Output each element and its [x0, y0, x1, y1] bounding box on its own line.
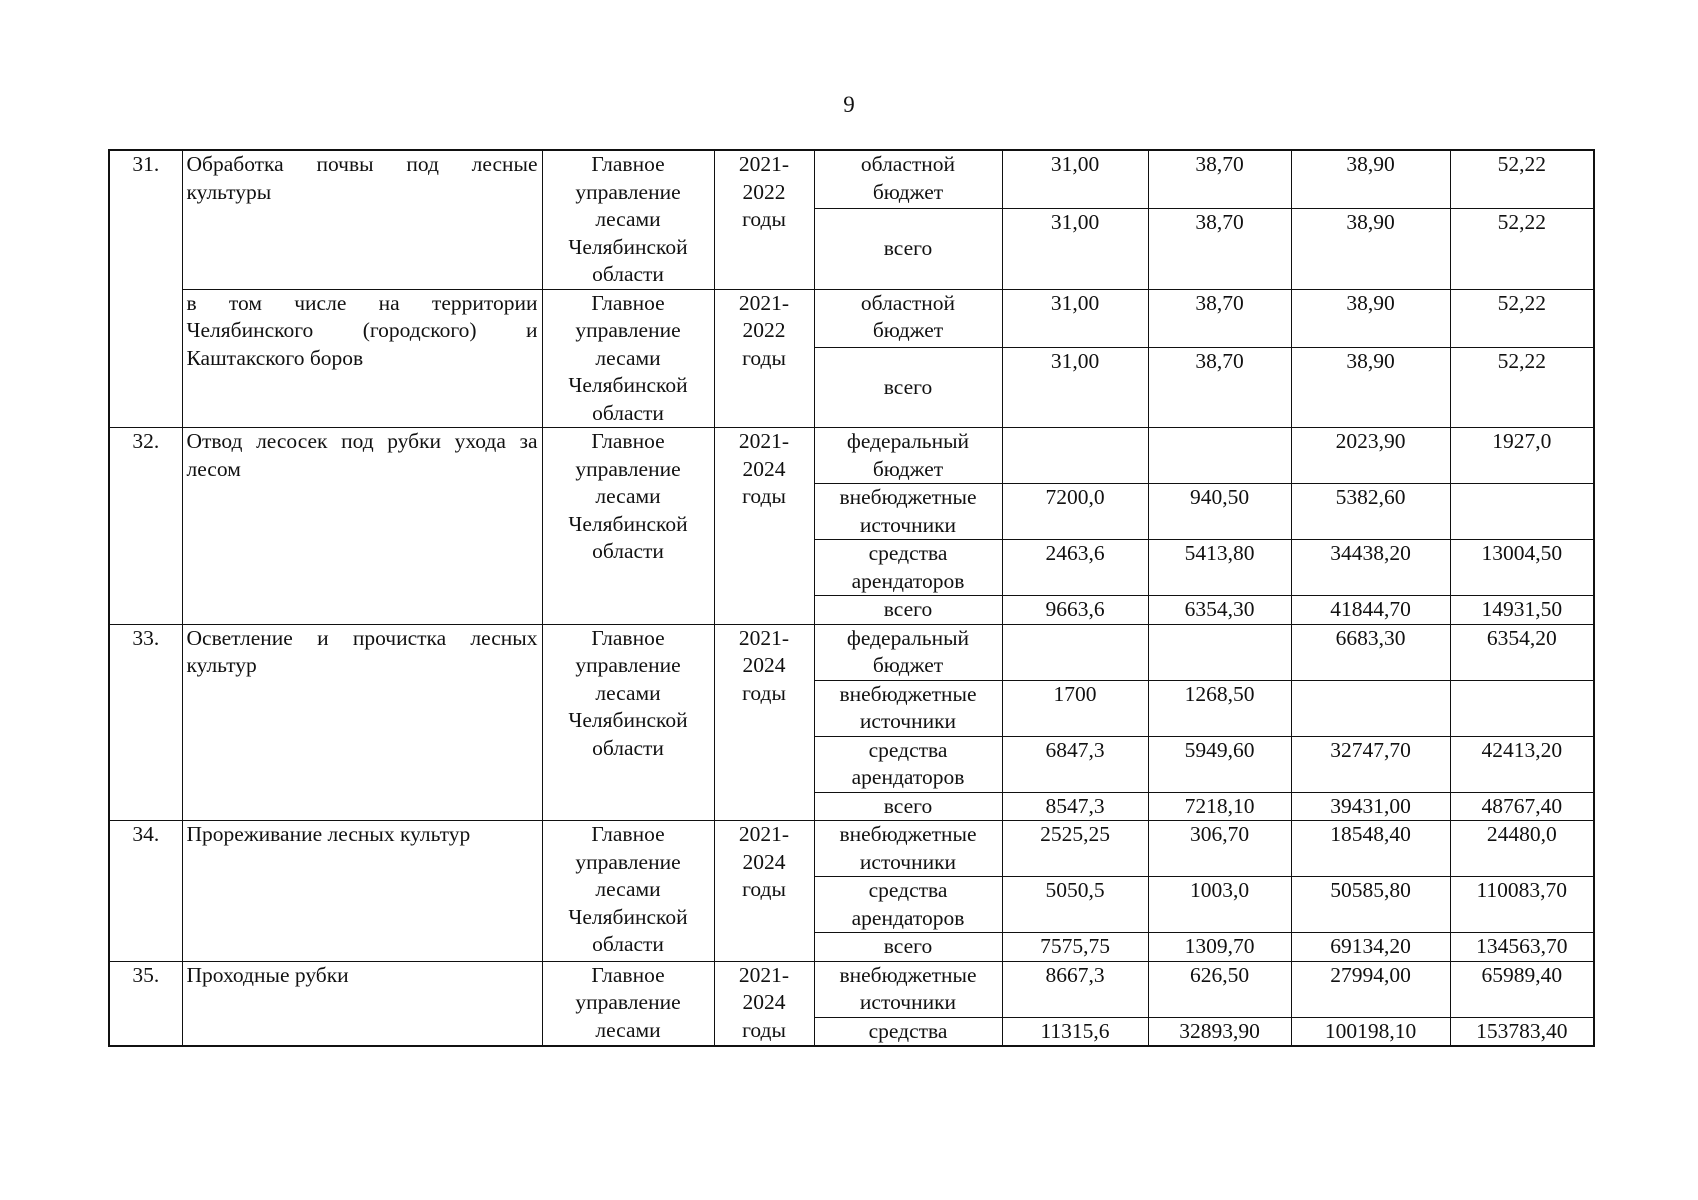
table-row	[109, 624, 1594, 680]
amount-cell: 52,22	[1450, 150, 1594, 209]
amount-cell: 110083,70	[1450, 877, 1594, 933]
funding-source-line: областной	[860, 290, 956, 315]
executor-line: лесами	[595, 1017, 661, 1042]
funding-source-line: арендаторов	[851, 568, 965, 593]
executor-line: управление	[575, 653, 681, 677]
activity-name: Прореживание лесных культур	[182, 821, 542, 962]
executor-line: лесами	[595, 345, 661, 370]
executor-line: области	[592, 735, 664, 760]
period-line: 2022	[742, 318, 786, 342]
amount-cell: 6847,3	[1002, 736, 1148, 792]
funding-source	[814, 150, 1002, 209]
funding-source-line: областной	[860, 152, 956, 176]
period-cell	[714, 289, 814, 428]
amount-cell: 38,90	[1291, 289, 1450, 347]
funding-source	[814, 933, 1002, 962]
executor-line: области	[592, 932, 664, 956]
row-number: 34.	[109, 821, 182, 962]
amount-cell: 940,50	[1148, 484, 1291, 540]
funding-source-line: источники	[859, 849, 957, 874]
executor-line: управление	[575, 179, 681, 204]
executor-line: Челябинской	[568, 373, 688, 397]
funding-source-line: источники	[859, 709, 957, 733]
funding-source	[814, 1017, 1002, 1046]
amount-cell: 31,00	[1002, 150, 1148, 209]
period-cell	[714, 821, 814, 962]
funding-source	[814, 736, 1002, 792]
amount-cell: 306,70	[1148, 821, 1291, 877]
funding-source	[814, 624, 1002, 680]
period-line: 2021-	[738, 290, 790, 315]
amount-cell: 42413,20	[1450, 736, 1594, 792]
amount-cell: 14931,50	[1450, 596, 1594, 625]
period-line: годы	[742, 207, 786, 231]
funding-source-line: источники	[859, 990, 957, 1014]
amount-cell	[1450, 680, 1594, 736]
amount-cell: 69134,20	[1291, 933, 1450, 962]
amount-cell: 31,00	[1002, 347, 1148, 427]
activity-name: Проходные рубки	[182, 961, 542, 1046]
executor-cell	[542, 624, 714, 821]
executor-cell	[542, 821, 714, 962]
row-number: 35.	[109, 961, 182, 1046]
period-line: 2024	[742, 990, 786, 1014]
amount-cell: 24480,0	[1450, 821, 1594, 877]
amount-cell: 52,22	[1450, 289, 1594, 347]
executor-line: Челябинской	[568, 511, 688, 536]
funding-source-line: бюджет	[872, 653, 944, 677]
amount-cell: 6683,30	[1291, 624, 1450, 680]
amount-cell: 11315,6	[1002, 1017, 1148, 1046]
executor-line: Главное	[591, 152, 665, 176]
amount-cell: 34438,20	[1291, 540, 1450, 596]
amount-cell: 65989,40	[1450, 961, 1594, 1017]
amount-cell: 8547,3	[1002, 792, 1148, 821]
amount-cell: 38,70	[1148, 209, 1291, 289]
table-row	[109, 821, 1594, 877]
executor-line: управление	[575, 849, 681, 874]
amount-cell: 48767,40	[1450, 792, 1594, 821]
funding-source	[814, 540, 1002, 596]
period-line: годы	[742, 345, 786, 370]
table-row	[109, 961, 1594, 1017]
funding-source	[814, 877, 1002, 933]
period-line: 2021-	[738, 152, 790, 176]
funding-source-line: всего	[883, 793, 933, 818]
period-line: 2022	[742, 179, 786, 204]
executor-line: Главное	[591, 429, 665, 453]
executor-cell	[542, 150, 714, 289]
amount-cell: 5413,80	[1148, 540, 1291, 596]
amount-cell: 5050,5	[1002, 877, 1148, 933]
funding-source-line: всего	[883, 374, 933, 399]
executor-line: Челябинской	[568, 708, 688, 732]
amount-cell: 134563,70	[1450, 933, 1594, 962]
amount-cell: 7575,75	[1002, 933, 1148, 962]
funding-source-line: бюджет	[872, 179, 944, 204]
funding-source-line: бюджет	[872, 456, 944, 481]
period-line: годы	[742, 877, 786, 901]
funding-source-line: федеральный	[846, 625, 970, 650]
amount-cell: 38,70	[1148, 289, 1291, 347]
funding-source-line: бюджет	[872, 318, 944, 342]
amount-cell: 27994,00	[1291, 961, 1450, 1017]
period-line: 2021-	[738, 625, 790, 650]
amount-cell: 6354,30	[1148, 596, 1291, 625]
period-line: годы	[742, 680, 786, 705]
amount-cell	[1291, 680, 1450, 736]
funding-source	[814, 347, 1002, 427]
funding-source-line: федеральный	[846, 429, 970, 453]
amount-cell: 6354,20	[1450, 624, 1594, 680]
amount-cell: 1268,50	[1148, 680, 1291, 736]
amount-cell	[1002, 624, 1148, 680]
table-row	[109, 289, 1594, 347]
amount-cell: 39431,00	[1291, 792, 1450, 821]
executor-line: управление	[575, 990, 681, 1014]
page-number: 9	[843, 92, 855, 117]
executor-line: Главное	[591, 625, 665, 650]
executor-line: области	[592, 400, 664, 425]
amount-cell: 38,90	[1291, 209, 1450, 289]
funding-source	[814, 680, 1002, 736]
amount-cell: 38,90	[1291, 347, 1450, 427]
funding-source-line: всего	[883, 934, 933, 958]
period-cell	[714, 428, 814, 625]
row-number: 32.	[109, 428, 182, 625]
amount-cell: 626,50	[1148, 961, 1291, 1017]
period-line: 2024	[742, 456, 786, 481]
executor-line: лесами	[595, 207, 661, 231]
amount-cell: 2525,25	[1002, 821, 1148, 877]
amount-cell: 31,00	[1002, 289, 1148, 347]
period-line: 2024	[742, 849, 786, 874]
executor-cell	[542, 961, 714, 1046]
funding-source-line: источники	[859, 512, 957, 537]
amount-cell	[1148, 624, 1291, 680]
amount-cell	[1148, 428, 1291, 484]
amount-cell: 50585,80	[1291, 877, 1450, 933]
executor-line: Челябинской	[568, 904, 688, 929]
activity-name: Обработка почвы под лесные культуры	[182, 150, 542, 289]
amount-cell: 1003,0	[1148, 877, 1291, 933]
period-line: 2021-	[738, 962, 790, 987]
amount-cell	[1002, 428, 1148, 484]
amount-cell: 31,00	[1002, 209, 1148, 289]
amount-cell: 100198,10	[1291, 1017, 1450, 1046]
amount-cell: 38,70	[1148, 347, 1291, 427]
period-line: годы	[742, 484, 786, 508]
period-line: 2024	[742, 653, 786, 677]
amount-cell: 52,22	[1450, 347, 1594, 427]
amount-cell: 32747,70	[1291, 736, 1450, 792]
executor-line: лесами	[595, 484, 661, 508]
amount-cell: 52,22	[1450, 209, 1594, 289]
funding-source-line: внебюджетные	[839, 822, 977, 846]
amount-cell: 5949,60	[1148, 736, 1291, 792]
period-cell	[714, 961, 814, 1046]
executor-line: управление	[575, 456, 681, 481]
activity-name: Отвод лесосек под рубки ухода за лесом	[182, 428, 542, 625]
funding-source-line: внебюджетные	[839, 485, 977, 509]
amount-cell: 1927,0	[1450, 428, 1594, 484]
amount-cell: 13004,50	[1450, 540, 1594, 596]
executor-line: области	[592, 539, 664, 563]
amount-cell: 2023,90	[1291, 428, 1450, 484]
executor-cell	[542, 428, 714, 625]
funding-source-line: арендаторов	[851, 765, 965, 789]
program-activities-table	[108, 149, 1595, 1047]
amount-cell: 7200,0	[1002, 484, 1148, 540]
funding-source	[814, 596, 1002, 625]
executor-line: области	[592, 262, 664, 286]
executor-line: Челябинской	[568, 234, 688, 259]
amount-cell: 153783,40	[1450, 1017, 1594, 1046]
amount-cell: 18548,40	[1291, 821, 1450, 877]
funding-source	[814, 289, 1002, 347]
funding-source	[814, 961, 1002, 1017]
activity-name: Осветление и прочистка лесных культур	[182, 624, 542, 821]
funding-source	[814, 484, 1002, 540]
executor-line: управление	[575, 318, 681, 342]
amount-cell: 9663,6	[1002, 596, 1148, 625]
amount-cell: 2463,6	[1002, 540, 1148, 596]
amount-cell: 38,70	[1148, 150, 1291, 209]
funding-source	[814, 209, 1002, 289]
funding-source-line: средства	[868, 1018, 948, 1043]
funding-source-line: средства	[868, 737, 948, 762]
period-line: годы	[742, 1017, 786, 1042]
row-number: 31.	[109, 150, 182, 289]
executor-line: Главное	[591, 962, 665, 987]
amount-cell: 1700	[1002, 680, 1148, 736]
executor-line: лесами	[595, 877, 661, 901]
period-line: 2021-	[738, 429, 790, 453]
activity-name: в том числе на территории Челябинского (городского) и Каштакского боров	[182, 289, 542, 428]
executor-line: Главное	[591, 822, 665, 846]
funding-source	[814, 792, 1002, 821]
amount-cell: 1309,70	[1148, 933, 1291, 962]
amount-cell: 7218,10	[1148, 792, 1291, 821]
row-number	[109, 289, 182, 428]
amount-cell: 32893,90	[1148, 1017, 1291, 1046]
funding-source	[814, 821, 1002, 877]
executor-line: лесами	[595, 680, 661, 705]
table-row	[109, 428, 1594, 484]
funding-source-line: арендаторов	[851, 905, 965, 930]
funding-source-line: всего	[883, 597, 933, 621]
amount-cell	[1450, 484, 1594, 540]
period-cell	[714, 150, 814, 289]
period-line: 2021-	[738, 822, 790, 846]
table-row	[109, 150, 1594, 209]
amount-cell: 38,90	[1291, 150, 1450, 209]
amount-cell: 5382,60	[1291, 484, 1450, 540]
amount-cell: 41844,70	[1291, 596, 1450, 625]
funding-source-line: внебюджетные	[839, 681, 977, 706]
funding-source-line: средства	[868, 541, 948, 565]
executor-cell	[542, 289, 714, 428]
funding-source-line: всего	[883, 236, 933, 261]
funding-source	[814, 428, 1002, 484]
period-cell	[714, 624, 814, 821]
funding-source-line: внебюджетные	[839, 962, 977, 987]
amount-cell: 8667,3	[1002, 961, 1148, 1017]
row-number: 33.	[109, 624, 182, 821]
executor-line: Главное	[591, 290, 665, 315]
funding-source-line: средства	[868, 878, 948, 902]
